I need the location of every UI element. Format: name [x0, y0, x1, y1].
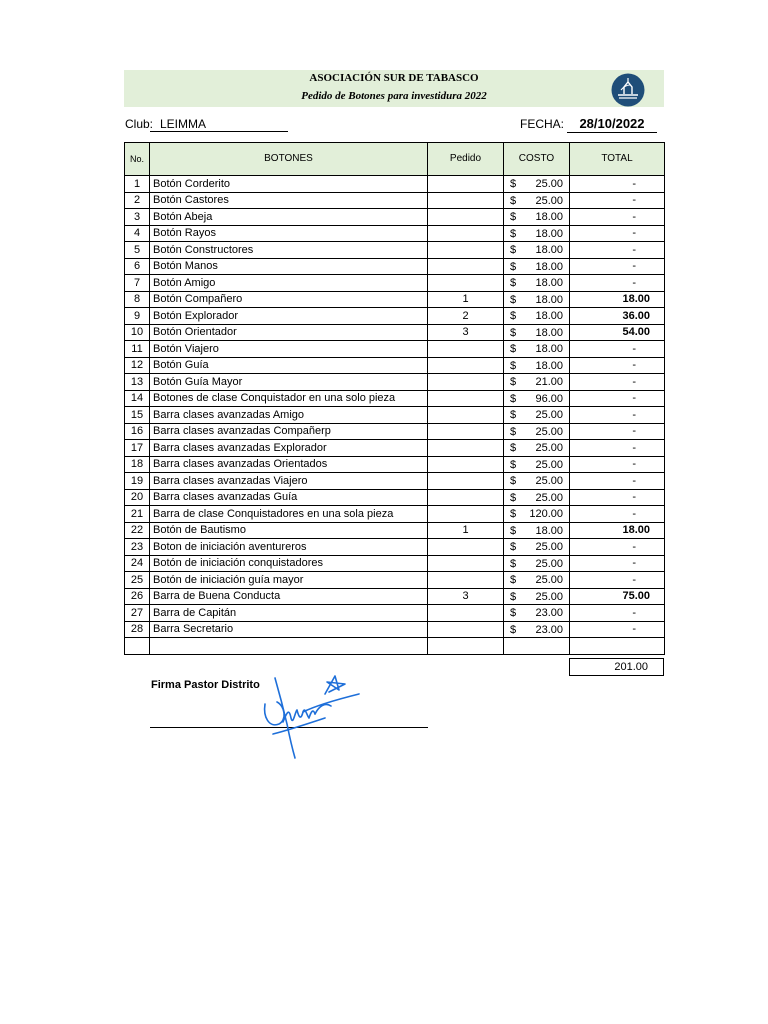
- row-number: 8: [125, 291, 150, 308]
- row-total: -: [570, 374, 665, 391]
- row-total: -: [570, 473, 665, 490]
- currency-symbol: $: [510, 508, 517, 520]
- table-row: [125, 605, 665, 622]
- row-total: -: [570, 489, 665, 506]
- row-number: 22: [125, 522, 150, 539]
- row-cost: [504, 374, 570, 391]
- row-total: -: [570, 192, 665, 209]
- row-quantity: [428, 357, 504, 374]
- currency-symbol: $: [510, 409, 517, 421]
- row-item-name: Botón Compañero: [150, 291, 428, 308]
- table-row: [125, 522, 665, 539]
- row-cost: [504, 440, 570, 457]
- table-row: [125, 374, 665, 391]
- table-row: [125, 621, 665, 638]
- row-number: 17: [125, 440, 150, 457]
- currency-symbol: $: [510, 326, 517, 339]
- fecha-label: FECHA:: [520, 117, 565, 131]
- currency-symbol: $: [510, 343, 517, 355]
- currency-symbol: $: [510, 293, 517, 306]
- row-quantity: [428, 242, 504, 259]
- currency-symbol: $: [510, 310, 517, 322]
- currency-symbol: $: [510, 524, 517, 537]
- table-row: [125, 407, 665, 424]
- row-quantity: [428, 555, 504, 572]
- handwritten-signature: [255, 672, 365, 762]
- currency-symbol: $: [510, 557, 517, 570]
- row-number: 15: [125, 407, 150, 424]
- row-number: 3: [125, 209, 150, 226]
- row-cost-amount: 18.00: [535, 244, 563, 256]
- table-row: [125, 242, 665, 259]
- row-total: -: [570, 539, 665, 556]
- row-quantity: 2: [428, 308, 504, 325]
- row-total: -: [570, 242, 665, 259]
- row-item-name: Botón Constructores: [150, 242, 428, 259]
- club-label: Club:: [125, 117, 154, 131]
- row-item-name: Botón Corderito: [150, 176, 428, 193]
- row-cost-amount: 25.00: [535, 194, 563, 207]
- row-cost-amount: 25.00: [535, 425, 563, 438]
- row-total: 36.00: [570, 308, 665, 325]
- table-row: [125, 308, 665, 325]
- row-number: 4: [125, 225, 150, 242]
- row-cost-amount: 25.00: [535, 178, 563, 190]
- row-number: 7: [125, 275, 150, 292]
- empty-cell: [570, 638, 665, 655]
- row-quantity: 1: [428, 291, 504, 308]
- row-number: 11: [125, 341, 150, 358]
- row-cost-amount: 96.00: [535, 392, 563, 405]
- row-quantity: [428, 176, 504, 193]
- row-total: -: [570, 621, 665, 638]
- row-cost-amount: 18.00: [535, 326, 563, 339]
- row-cost-amount: 18.00: [535, 293, 563, 306]
- row-cost-amount: 25.00: [535, 557, 563, 570]
- row-number: 2: [125, 192, 150, 209]
- row-item-name: Botón Manos: [150, 258, 428, 275]
- club-value: LEIMMA: [150, 117, 288, 132]
- row-cost: [504, 308, 570, 325]
- row-number: 27: [125, 605, 150, 622]
- row-cost-amount: 18.00: [535, 310, 563, 322]
- row-cost: [504, 407, 570, 424]
- row-cost: [504, 258, 570, 275]
- row-number: 9: [125, 308, 150, 325]
- row-total: -: [570, 176, 665, 193]
- row-quantity: [428, 506, 504, 523]
- orders-table: [124, 142, 665, 655]
- table-row: [125, 258, 665, 275]
- row-cost: [504, 605, 570, 622]
- currency-symbol: $: [510, 277, 517, 289]
- currency-symbol: $: [510, 227, 517, 240]
- table-row: [125, 456, 665, 473]
- row-cost-amount: 18.00: [535, 343, 563, 355]
- row-cost: [504, 456, 570, 473]
- row-total: 18.00: [570, 291, 665, 308]
- table-row: [125, 572, 665, 589]
- document-title: Pedido de Botones para investidura 2022: [301, 90, 487, 102]
- currency-symbol: $: [510, 442, 517, 454]
- row-number: 10: [125, 324, 150, 341]
- row-total: -: [570, 440, 665, 457]
- row-cost-amount: 25.00: [535, 574, 563, 586]
- currency-symbol: $: [510, 244, 517, 256]
- row-item-name: Barra de Buena Conducta: [150, 588, 428, 605]
- row-cost: [504, 522, 570, 539]
- row-cost: [504, 539, 570, 556]
- row-total: -: [570, 225, 665, 242]
- row-cost-amount: 18.00: [535, 359, 563, 372]
- row-item-name: Botones de clase Conquistador en una solo pieza: [150, 390, 428, 407]
- row-quantity: [428, 341, 504, 358]
- row-number: 14: [125, 390, 150, 407]
- row-quantity: [428, 258, 504, 275]
- row-number: 26: [125, 588, 150, 605]
- row-total: -: [570, 390, 665, 407]
- table-row: [125, 390, 665, 407]
- row-cost: [504, 357, 570, 374]
- row-quantity: [428, 390, 504, 407]
- currency-symbol: $: [510, 491, 517, 504]
- row-cost-amount: 25.00: [535, 491, 563, 504]
- table-row: [125, 506, 665, 523]
- row-item-name: Barra clases avanzadas Viajero: [150, 473, 428, 490]
- row-quantity: [428, 423, 504, 440]
- header-total: TOTAL: [570, 143, 665, 176]
- row-quantity: [428, 407, 504, 424]
- row-cost-amount: 18.00: [535, 211, 563, 223]
- row-number: 1: [125, 176, 150, 193]
- row-cost-amount: 18.00: [535, 524, 563, 537]
- currency-symbol: $: [510, 541, 517, 553]
- table-row: [125, 341, 665, 358]
- header-band: [124, 70, 664, 107]
- table-row: [125, 539, 665, 556]
- row-quantity: [428, 440, 504, 457]
- row-item-name: Botón Castores: [150, 192, 428, 209]
- table-row: [125, 423, 665, 440]
- row-item-name: Barra de Capitán: [150, 605, 428, 622]
- row-cost: [504, 242, 570, 259]
- currency-symbol: $: [510, 458, 517, 471]
- row-total: -: [570, 407, 665, 424]
- row-quantity: [428, 473, 504, 490]
- table-row: [125, 225, 665, 242]
- row-cost-amount: 25.00: [535, 458, 563, 471]
- row-number: 25: [125, 572, 150, 589]
- row-number: 16: [125, 423, 150, 440]
- fecha-value: 28/10/2022: [567, 116, 657, 133]
- row-total: -: [570, 572, 665, 589]
- row-cost-amount: 120.00: [529, 508, 563, 520]
- header-pedido: Pedido: [428, 143, 504, 176]
- row-item-name: Barra clases avanzadas Amigo: [150, 407, 428, 424]
- row-item-name: Botón de iniciación conquistadores: [150, 555, 428, 572]
- row-item-name: Botón Rayos: [150, 225, 428, 242]
- row-cost: [504, 506, 570, 523]
- empty-cell: [125, 638, 150, 655]
- row-number: 19: [125, 473, 150, 490]
- row-cost: [504, 423, 570, 440]
- row-quantity: [428, 225, 504, 242]
- row-total: -: [570, 555, 665, 572]
- table-row: [125, 588, 665, 605]
- table-row: [125, 357, 665, 374]
- row-total: -: [570, 605, 665, 622]
- row-total: -: [570, 423, 665, 440]
- row-cost: [504, 572, 570, 589]
- row-cost: [504, 209, 570, 226]
- row-item-name: Botón Viajero: [150, 341, 428, 358]
- header-costo: COSTO: [504, 143, 570, 176]
- row-number: 5: [125, 242, 150, 259]
- table-row: [125, 473, 665, 490]
- row-total: -: [570, 275, 665, 292]
- row-quantity: [428, 621, 504, 638]
- table-row: [125, 176, 665, 193]
- row-cost: [504, 341, 570, 358]
- currency-symbol: $: [510, 194, 517, 207]
- currency-symbol: $: [510, 376, 517, 388]
- row-cost: [504, 489, 570, 506]
- row-quantity: [428, 572, 504, 589]
- row-cost-amount: 18.00: [535, 277, 563, 289]
- row-number: 20: [125, 489, 150, 506]
- row-item-name: Botón Orientador: [150, 324, 428, 341]
- row-number: 18: [125, 456, 150, 473]
- row-cost-amount: 23.00: [535, 607, 563, 619]
- currency-symbol: $: [510, 590, 517, 603]
- row-cost: [504, 225, 570, 242]
- adventist-logo-icon: [611, 73, 645, 107]
- currency-symbol: $: [510, 211, 517, 223]
- table-header-row: [125, 143, 665, 176]
- currency-symbol: $: [510, 425, 517, 438]
- empty-cell: [150, 638, 428, 655]
- row-cost: [504, 291, 570, 308]
- row-cost-amount: 23.00: [535, 623, 563, 636]
- row-item-name: Botón Guía Mayor: [150, 374, 428, 391]
- row-number: 21: [125, 506, 150, 523]
- currency-symbol: $: [510, 574, 517, 586]
- row-quantity: [428, 209, 504, 226]
- row-cost: [504, 390, 570, 407]
- table-row: [125, 440, 665, 457]
- row-total: 18.00: [570, 522, 665, 539]
- row-cost: [504, 192, 570, 209]
- row-quantity: [428, 539, 504, 556]
- table-row: [125, 192, 665, 209]
- table-row: [125, 275, 665, 292]
- header-no: No.: [125, 143, 150, 176]
- row-quantity: [428, 456, 504, 473]
- row-number: 6: [125, 258, 150, 275]
- row-total: -: [570, 456, 665, 473]
- table-row: [125, 489, 665, 506]
- row-cost-amount: 25.00: [535, 409, 563, 421]
- row-item-name: Barra clases avanzadas Guía: [150, 489, 428, 506]
- row-quantity: [428, 374, 504, 391]
- row-quantity: [428, 192, 504, 209]
- row-item-name: Barra Secretario: [150, 621, 428, 638]
- currency-symbol: $: [510, 607, 517, 619]
- table-row: [125, 555, 665, 572]
- row-item-name: Botón de Bautismo: [150, 522, 428, 539]
- row-item-name: Botón Amigo: [150, 275, 428, 292]
- row-quantity: [428, 605, 504, 622]
- table-row: [125, 324, 665, 341]
- row-cost-amount: 21.00: [535, 376, 563, 388]
- row-item-name: Botón Abeja: [150, 209, 428, 226]
- row-cost-amount: 25.00: [535, 442, 563, 454]
- row-item-name: Boton de iniciación aventureros: [150, 539, 428, 556]
- row-total: -: [570, 209, 665, 226]
- row-total: 54.00: [570, 324, 665, 341]
- row-cost: [504, 324, 570, 341]
- row-item-name: Barra de clase Conquistadores en una sola pieza: [150, 506, 428, 523]
- table-row: [125, 209, 665, 226]
- currency-symbol: $: [510, 260, 517, 273]
- row-cost-amount: 18.00: [535, 260, 563, 273]
- row-cost: [504, 473, 570, 490]
- row-item-name: Botón Explorador: [150, 308, 428, 325]
- currency-symbol: $: [510, 475, 517, 487]
- row-number: 24: [125, 555, 150, 572]
- row-quantity: 3: [428, 324, 504, 341]
- row-number: 12: [125, 357, 150, 374]
- row-quantity: 3: [428, 588, 504, 605]
- row-total: -: [570, 258, 665, 275]
- row-item-name: Barra clases avanzadas Explorador: [150, 440, 428, 457]
- row-item-name: Barra clases avanzadas Orientados: [150, 456, 428, 473]
- currency-symbol: $: [510, 623, 517, 636]
- row-item-name: Barra clases avanzadas Compañerp: [150, 423, 428, 440]
- org-title: ASOCIACIÓN SUR DE TABASCO: [309, 72, 479, 84]
- row-cost: [504, 176, 570, 193]
- currency-symbol: $: [510, 359, 517, 372]
- signature-label: Firma Pastor Distrito: [151, 679, 260, 691]
- row-number: 28: [125, 621, 150, 638]
- row-total: -: [570, 357, 665, 374]
- row-quantity: 1: [428, 522, 504, 539]
- table-row: [125, 291, 665, 308]
- row-quantity: [428, 275, 504, 292]
- row-cost-amount: 25.00: [535, 590, 563, 603]
- currency-symbol: $: [510, 178, 517, 190]
- row-number: 23: [125, 539, 150, 556]
- row-cost-amount: 18.00: [535, 227, 563, 240]
- table-row-empty: [125, 638, 665, 655]
- row-cost-amount: 25.00: [535, 475, 563, 487]
- empty-cell: [428, 638, 504, 655]
- row-number: 13: [125, 374, 150, 391]
- grand-total: 201.00: [569, 658, 664, 676]
- row-cost: [504, 621, 570, 638]
- empty-cell: [504, 638, 570, 655]
- currency-symbol: $: [510, 392, 517, 405]
- row-cost-amount: 25.00: [535, 541, 563, 553]
- header-botones: BOTONES: [150, 143, 428, 176]
- row-total: -: [570, 506, 665, 523]
- row-total: -: [570, 341, 665, 358]
- row-item-name: Botón de iniciación guía mayor: [150, 572, 428, 589]
- row-item-name: Botón Guía: [150, 357, 428, 374]
- row-cost: [504, 555, 570, 572]
- table-body: [125, 176, 665, 655]
- row-cost: [504, 275, 570, 292]
- row-total: 75.00: [570, 588, 665, 605]
- row-cost: [504, 588, 570, 605]
- row-quantity: [428, 489, 504, 506]
